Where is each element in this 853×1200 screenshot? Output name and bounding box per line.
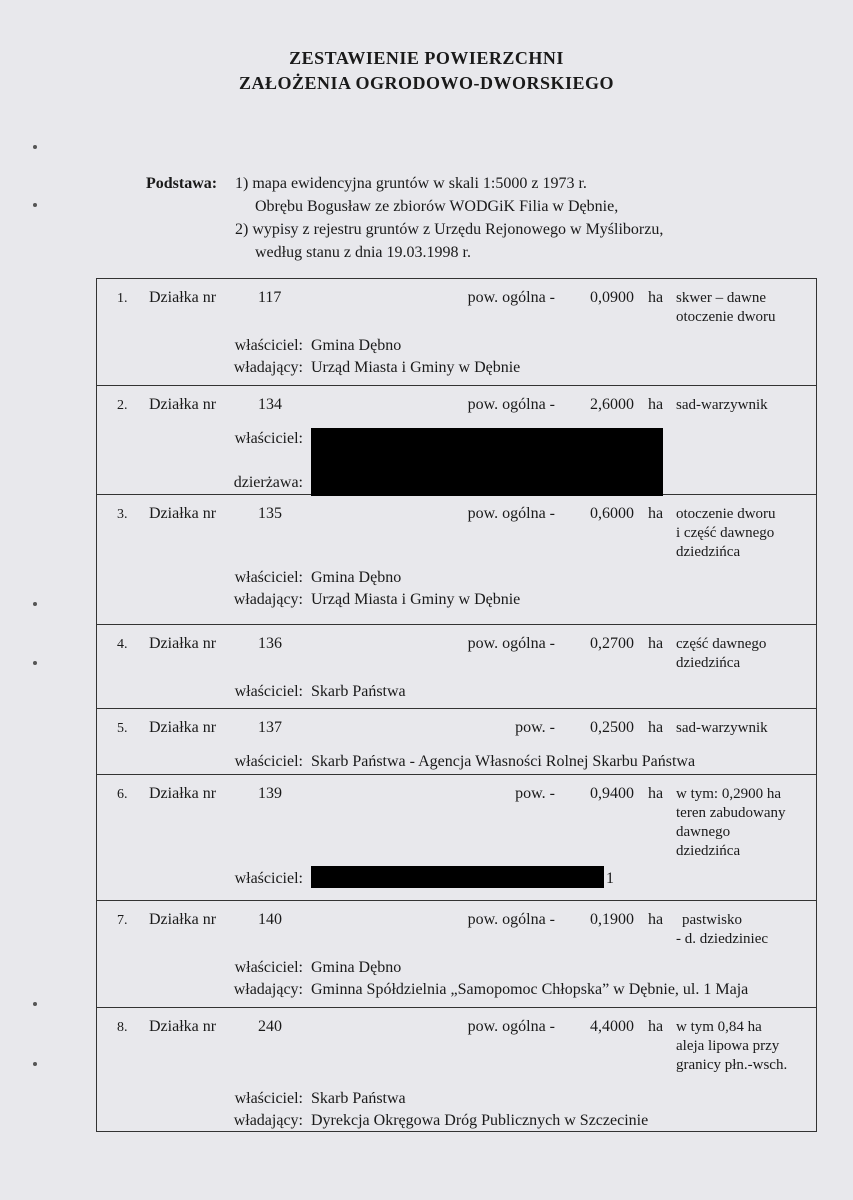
parcel-note-line: dziedzińca (676, 544, 741, 560)
parcel-note-line: teren zabudowany (676, 805, 786, 821)
redaction-block (311, 428, 663, 496)
area-value: 0,9400 (590, 785, 634, 802)
parcel-label: Działka nr (149, 785, 217, 802)
area-value: 4,4000 (590, 1018, 634, 1035)
parcel-row (97, 625, 816, 709)
area-unit: ha (648, 396, 664, 413)
parcel-label: Działka nr (149, 505, 217, 522)
parcel-number: 5. (117, 721, 128, 736)
parcel-label: Działka nr (149, 719, 217, 736)
parcel-row (97, 386, 816, 495)
owner-label: właściciel: (234, 569, 303, 586)
owner-value: Skarb Państwa (311, 1090, 406, 1107)
document-title-line1: ZESTAWIENIE POWIERZCHNI (289, 48, 564, 68)
parcel-row (97, 279, 816, 386)
punch-hole-mark (33, 203, 37, 207)
parcel-id: 117 (258, 289, 282, 306)
area-label: pow. ogólna - (467, 505, 555, 522)
parcel-label: Działka nr (149, 635, 217, 652)
area-value: 0,6000 (590, 505, 634, 522)
holder-value: Dyrekcja Okręgowa Dróg Publicznych w Szczecinie (311, 1112, 649, 1129)
basis-line: 2) wypisy z rejestru gruntów z Urzędu Rejonowego w Myśliborzu, (235, 221, 664, 238)
area-label: pow. - (515, 785, 555, 802)
parcel-row (97, 775, 816, 901)
parcel-note-line: granicy płn.-wsch. (676, 1057, 788, 1073)
parcel-number: 3. (117, 507, 128, 522)
parcel-number: 7. (117, 913, 128, 928)
holder-label: władający: (233, 1112, 303, 1129)
owner-label: właściciel: (234, 870, 303, 887)
area-label: pow. ogólna - (467, 635, 555, 652)
parcel-id: 139 (258, 785, 282, 802)
parcel-table (96, 278, 817, 1132)
parcel-note-line: otoczenie dworu (676, 309, 776, 325)
parcel-note-line: sad-warzywnik (676, 720, 768, 736)
area-unit: ha (648, 719, 664, 736)
owner-value: Skarb Państwa - Agencja Własności Rolnej Skarbu Państwa (311, 753, 696, 770)
parcel-note-line: i część dawnego (676, 525, 775, 541)
redaction-block (311, 866, 604, 888)
owner-label: właściciel: (234, 683, 303, 700)
parcel-note-line: - d. dziedziniec (676, 931, 769, 947)
parcel-note-line: w tym 0,84 ha (676, 1019, 762, 1035)
holder-value: Urząd Miasta i Gminy w Dębnie (311, 591, 521, 608)
holder-value: Gminna Spółdzielnia „Samopomoc Chłopska” w Dębnie, ul. 1 Maja (311, 981, 749, 998)
parcel-id: 140 (258, 911, 282, 928)
owner-label: właściciel: (234, 337, 303, 354)
parcel-note-line: aleja lipowa przy (676, 1038, 780, 1054)
parcel-note (676, 635, 766, 673)
punch-hole-mark (33, 1062, 37, 1066)
parcel-note-line: dawnego (676, 824, 731, 840)
owner-value: Gmina Dębno (311, 959, 402, 976)
parcel-note (676, 719, 768, 738)
area-label: pow. ogólna - (467, 911, 555, 928)
parcel-row (97, 495, 816, 625)
parcel-note (676, 505, 776, 562)
area-label: pow. ogólna - (467, 289, 555, 306)
parcel-number: 6. (117, 787, 128, 802)
basis-line: Obrębu Bogusław ze zbiorów WODGiK Filia w Dębnie, (255, 198, 619, 215)
parcel-number: 1. (117, 291, 128, 306)
parcel-note-line: dziedzińca (676, 843, 741, 859)
owner-value: Skarb Państwa (311, 683, 406, 700)
parcel-note-line: skwer – dawne (676, 290, 766, 306)
area-value: 2,6000 (590, 396, 634, 413)
owner-value: Gmina Dębno (311, 337, 402, 354)
parcel-note (676, 1018, 787, 1075)
basis-line: według stanu z dnia 19.03.1998 r. (255, 244, 471, 261)
punch-hole-mark (33, 1002, 37, 1006)
parcel-note-line: dziedzińca (676, 655, 741, 671)
parcel-id: 240 (258, 1018, 282, 1035)
holder-label: władający: (233, 359, 303, 376)
area-value: 0,1900 (590, 911, 634, 928)
owner-value: 1 (606, 870, 614, 887)
parcel-row (97, 901, 816, 1008)
parcel-row (97, 709, 816, 775)
parcel-note (676, 785, 786, 861)
parcel-label: Działka nr (149, 289, 217, 306)
parcel-note (676, 289, 776, 327)
holder-label: władający: (233, 591, 303, 608)
area-unit: ha (648, 505, 664, 522)
area-unit: ha (648, 911, 664, 928)
owner-label: właściciel: (234, 1090, 303, 1107)
parcel-number: 2. (117, 398, 128, 413)
parcel-row (97, 1008, 816, 1133)
area-unit: ha (648, 1018, 664, 1035)
parcel-label: Działka nr (149, 396, 217, 413)
parcel-label: Działka nr (149, 1018, 217, 1035)
holder-value: Urząd Miasta i Gminy w Dębnie (311, 359, 521, 376)
parcel-id: 137 (258, 719, 282, 736)
parcel-id: 136 (258, 635, 282, 652)
punch-hole-mark (33, 145, 37, 149)
owner-value: Gmina Dębno (311, 569, 402, 586)
basis-label: Podstawa: (146, 175, 218, 192)
area-value: 0,0900 (590, 289, 634, 306)
punch-hole-mark (33, 602, 37, 606)
parcel-number: 8. (117, 1020, 128, 1035)
owner-label: właściciel: (234, 430, 303, 447)
basis-line: 1) mapa ewidencyjna gruntów w skali 1:5000 z 1973 r. (235, 175, 587, 192)
owner-label: właściciel: (234, 959, 303, 976)
parcel-id: 134 (258, 396, 282, 413)
document-title-line2: ZAŁOŻENIA OGRODOWO-DWORSKIEGO (238, 73, 615, 93)
parcel-note (676, 911, 769, 949)
owner-label: właściciel: (234, 753, 303, 770)
parcel-note-line: sad-warzywnik (676, 397, 768, 413)
area-unit: ha (648, 289, 664, 306)
area-unit: ha (648, 785, 664, 802)
area-unit: ha (648, 635, 664, 652)
area-label: pow. ogólna - (467, 396, 555, 413)
parcel-note-line: w tym: 0,2900 ha (676, 786, 781, 802)
parcel-number: 4. (117, 637, 128, 652)
parcel-note-line: pastwisko (682, 912, 742, 928)
holder-label: dzierżawa: (233, 474, 303, 491)
parcel-note-line: część dawnego (676, 636, 767, 652)
parcel-id: 135 (258, 505, 282, 522)
parcel-label: Działka nr (149, 911, 217, 928)
punch-hole-mark (33, 661, 37, 665)
area-label: pow. - (515, 719, 555, 736)
parcel-note-line: otoczenie dworu (676, 506, 776, 522)
parcel-note (676, 396, 768, 415)
holder-label: władający: (233, 981, 303, 998)
area-value: 0,2500 (590, 719, 634, 736)
area-value: 0,2700 (590, 635, 634, 652)
area-label: pow. ogólna - (467, 1018, 555, 1035)
